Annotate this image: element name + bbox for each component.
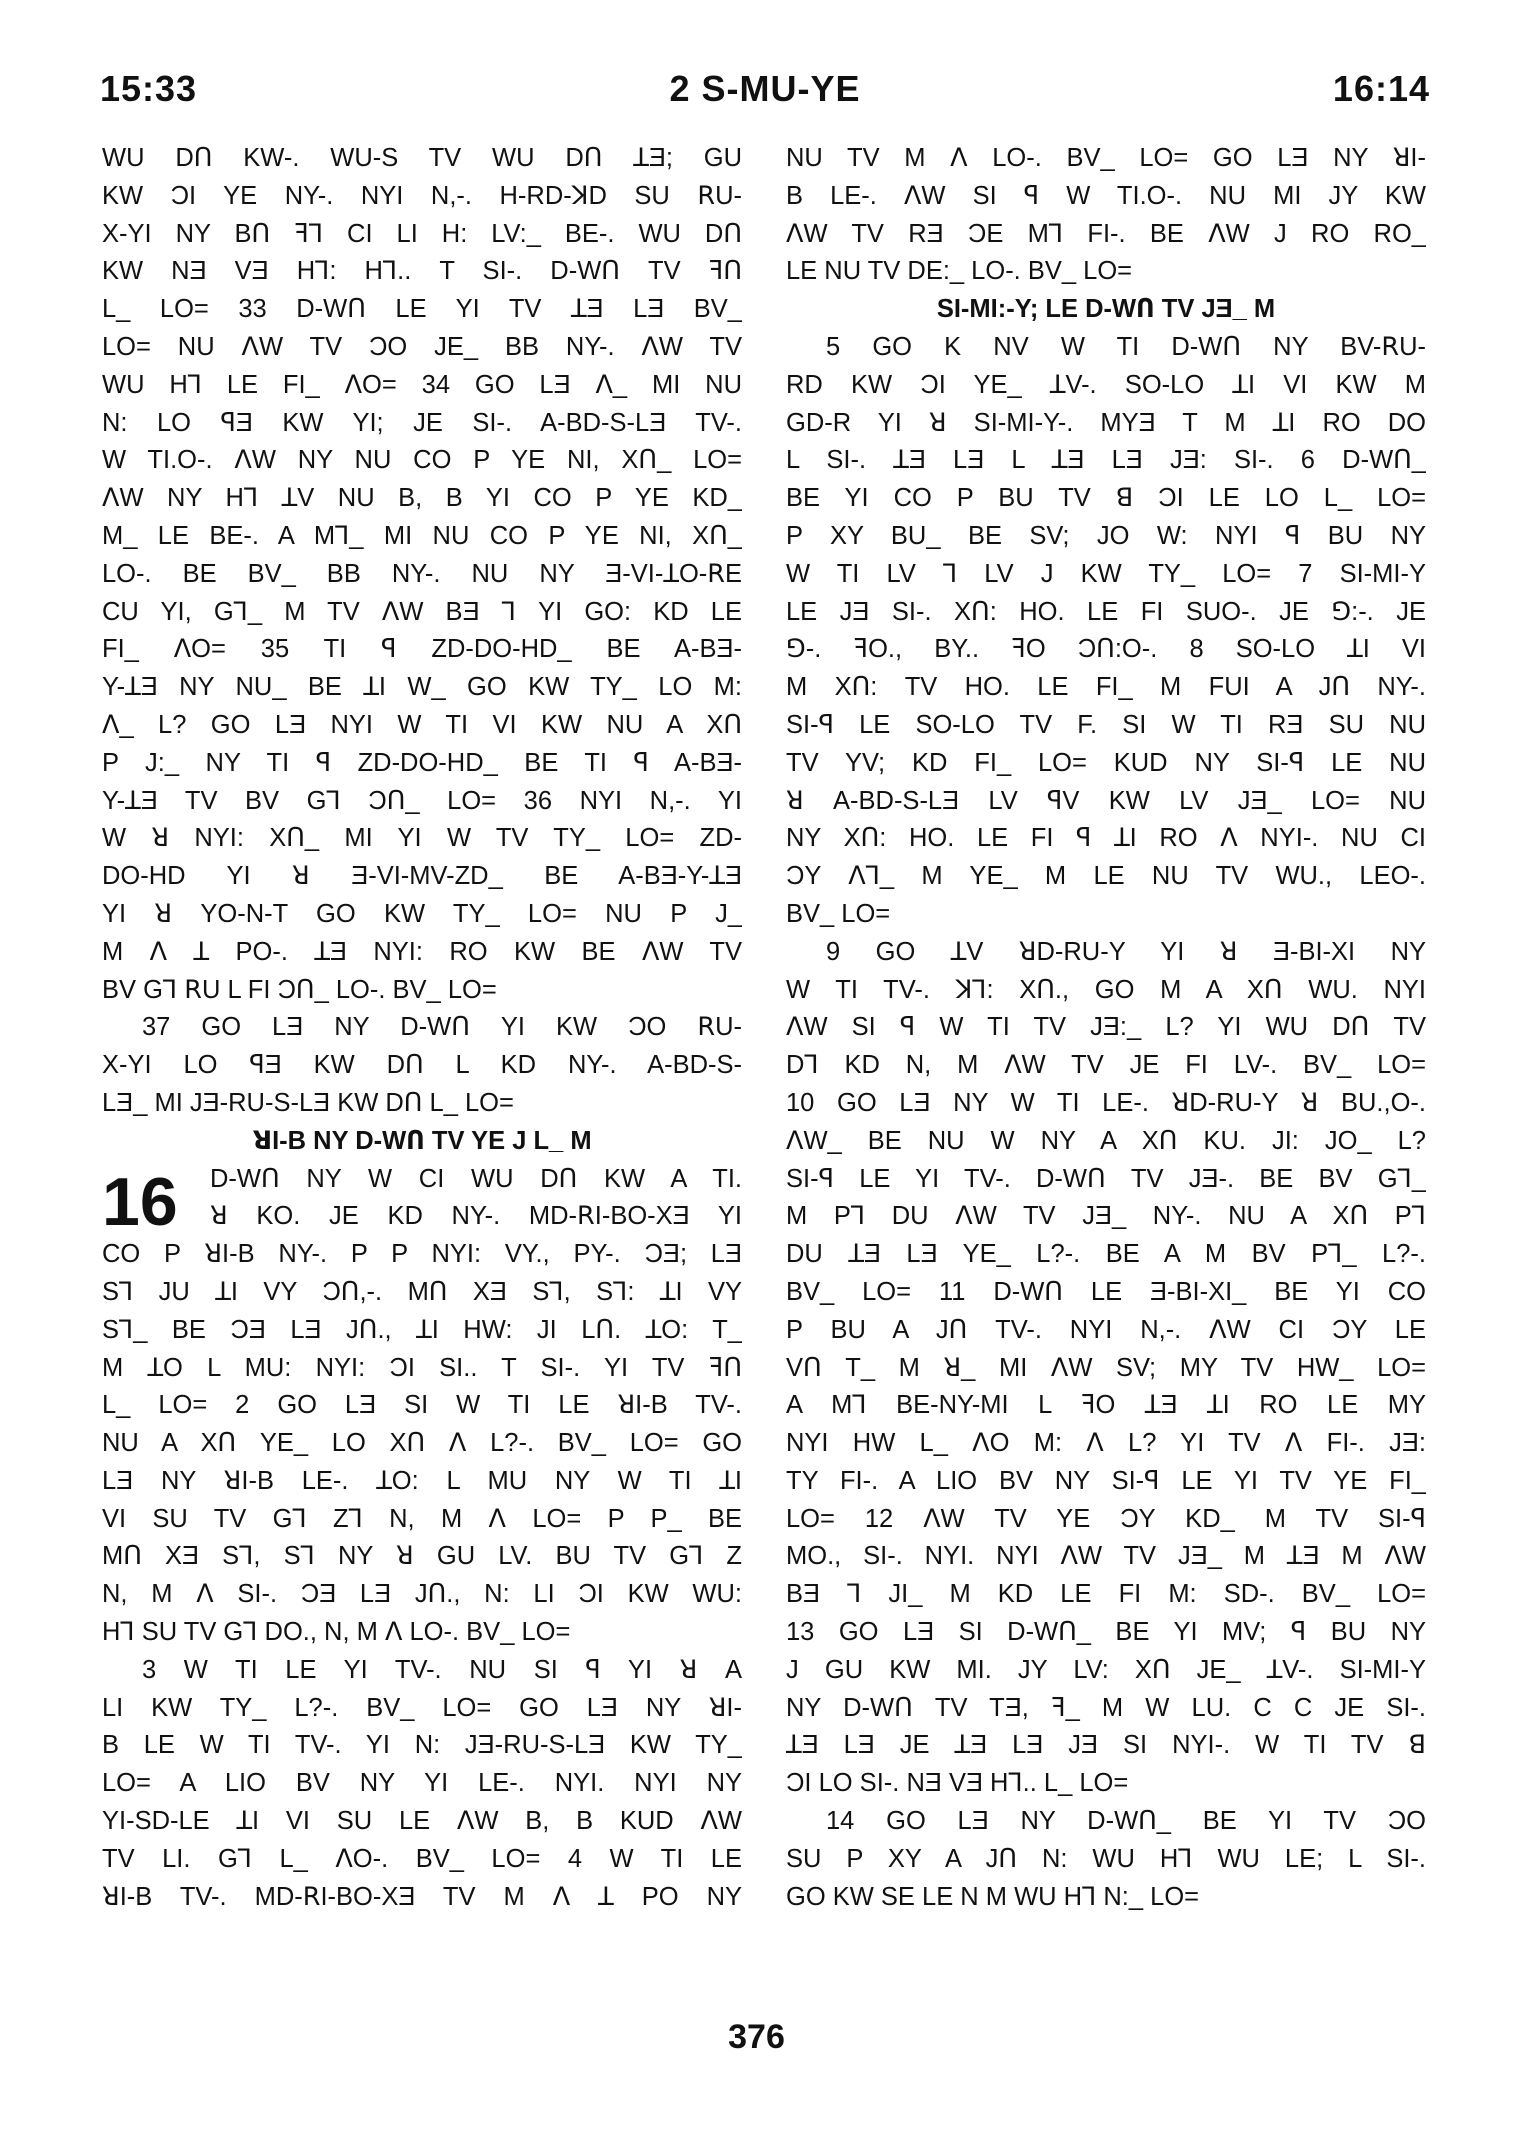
verse-line: SI-ꟼ LE YI TV-. D-WՈ TV JƎ-. BE BV Gꓶ_ — [786, 1164, 1426, 1193]
verse-line: L_ LO= 33 D-WՈ LE YI TV ꓕƎ LƎ BV_ — [102, 295, 742, 324]
verse-line: ꓤ KO. JE KD NY-. MD-ꓣI-BO-XƎ YI — [210, 1202, 742, 1231]
verse-line: Sꓶ JU ꓕI VY ƆՈ,-. MՈ XƎ Sꓶ, Sꓶ: ꓕI VY — [102, 1277, 742, 1306]
verse-line: M ꓕO L MU: NYI: ƆI SI.. T SI-. YI TV ꟻՈ — [102, 1353, 742, 1382]
verse-line: B LE W TI TV-. YI N: JƎ-RU-S-LƎ KW TY_ — [102, 1731, 742, 1760]
header-verse-end: 16:14 — [1332, 68, 1430, 109]
verse-line: WU Hꓶ LE FI_ ꓥO= 34 GO LƎ ꓥ_ MI NU — [102, 370, 742, 399]
verse-line: YI ꓤ YO-N-T GO KW TY_ LO= NU P J_ — [102, 899, 742, 928]
verse-line: SU P XY A JՈ N: WU Hꓶ WU LE; L SI-. — [786, 1844, 1426, 1873]
verse-line: MO., SI-. NYI. NYI ꓥW TV JƎ_ M ꓕƎ M ꓥW — [786, 1542, 1426, 1571]
verse-line: YI-SD-LE ꓕI VI SU LE ꓥW B, B KUD ꓥW — [102, 1807, 742, 1836]
verse-line: P J:_ NY TI ꟼ ZD-DO-HD_ BE TI ꟼ A-BƎ- — [102, 748, 742, 777]
verse-line: NU A XՈ YE_ LO XՈ ꓥ L?-. BV_ LO= GO — [102, 1429, 742, 1458]
verse-line: ꓤI-B TV-. MD-ꓣI-BO-XƎ TV M ꓥ ꓕ PO NY — [102, 1882, 742, 1911]
verse-line: CO P ꓤI-B NY-. P P NYI: VY., PY-. ƆƎ; LƎ — [102, 1240, 742, 1269]
verse-line: W TI TV-. ꓘꓶ: XՈ., GO M A XՈ WU. NYI — [786, 975, 1426, 1004]
verse-line: TV YV; KD FI_ LO= KUD NY SI-ꟼ LE NU — [786, 748, 1426, 777]
verse-line: ꓥW TV RƎ ƆE Mꓶ FI-. BE ꓥW J RO RO_ — [786, 219, 1426, 248]
verse-line: 5 GO K NV W TI D-WՈ NY BV-ꓣU- — [826, 332, 1426, 361]
verse-line: GO KW SE LE N M WU Hꓶ N:_ LO= — [786, 1882, 1200, 1911]
verse-line: NY XՈ: HO. LE FI ꟼ ꓕI RO ꓥ NYI-. NU CI — [786, 824, 1426, 853]
verse-line: ꓕƎ LƎ JE ꓕƎ LƎ JƎ SI NYI-. W TI TV ꓭ — [786, 1731, 1426, 1760]
verse-line: P XY BU_ BE SV; JO W: NYI ꟼ BU NY — [786, 521, 1426, 550]
verse-line: BV Gꓶ ꓣU L FI ƆՈ_ LO-. BV_ LO= — [102, 975, 497, 1004]
verse-line: VՈ T_ M ꓤ_ MI ꓥW SV; MY TV HW_ LO= — [786, 1353, 1426, 1382]
verse-line: NYI HW L_ ꓥO M: ꓥ L? YI TV ꓥ FI-. JƎ: — [786, 1429, 1426, 1458]
running-header — [100, 68, 1430, 118]
header-book-title: 2 S-MU-YE — [669, 68, 861, 109]
verse-line: LI KW TY_ L?-. BV_ LO= GO LƎ NY ꓤI- — [102, 1693, 742, 1722]
verse-line: BƎ ꓶ JI_ M KD LE FI M: SD-. BV_ LO= — [786, 1580, 1426, 1609]
verse-line: 37 GO LƎ NY D-WՈ YI KW ƆO ꓣU- — [142, 1013, 742, 1042]
verse-line: X-YI LO ꟼƎ KW DՈ L KD NY-. A-BD-S- — [102, 1051, 742, 1080]
verse-line: TY FI-. A LIO BV NY SI-ꟼ LE YI TV YE FI_ — [786, 1466, 1426, 1495]
verse-line: 13 GO LƎ SI D-WՈ_ BE YI MV; ꟼ BU NY — [786, 1618, 1426, 1647]
verse-line: TV LI. Gꓶ L_ ꓥO-. BV_ LO= 4 W TI LE — [102, 1844, 742, 1873]
verse-line: VI SU TV Gꓶ Zꓶ N, M ꓥ LO= P P_ BE — [102, 1504, 742, 1533]
verse-line: 3 W TI LE YI TV-. NU SI ꟼ YI ꓤ A — [142, 1655, 742, 1684]
verse-line: LO= NU ꓥW TV ƆO JE_ BB NY-. ꓥW TV — [102, 332, 742, 361]
verse-line: W TI LV ꓶ LV J KW TY_ LO= 7 SI-MI-Y — [786, 559, 1426, 588]
verse-line: P BU A JՈ TV-. NYI N,-. ꓥW CI ƆY LE — [786, 1315, 1426, 1344]
verse-line: J GU KW MI. JY LV: XՈ JE_ ꓕV-. SI-MI-Y — [786, 1655, 1426, 1684]
header-verse-start: 15:33 — [100, 68, 198, 109]
verse-line: FI_ ꓥO= 35 TI ꟼ ZD-DO-HD_ BE A-BƎ- — [102, 635, 742, 664]
verse-line: L SI-. ꓕƎ LƎ L ꓕƎ LƎ JƎ: SI-. 6 D-WՈ_ — [786, 446, 1426, 475]
verse-line: LƎ_ MI JƎ-RU-S-LƎ KW DՈ L_ LO= — [102, 1088, 514, 1117]
verse-line: ꓥW SI ꟼ W TI TV JƎ:_ L? YI WU DՈ TV — [786, 1013, 1426, 1042]
verse-line: Dꓶ KD N, M ꓥW TV JE FI LV-. BV_ LO= — [786, 1051, 1426, 1080]
verse-line: KW ƆI YE NY-. NYI N,-. H-RD-ꓘD SU ꓣU- — [102, 181, 742, 210]
verse-line: MՈ XƎ Sꓶ, Sꓶ NY ꓤ GU LV. BU TV Gꓶ Z — [102, 1542, 742, 1571]
verse-line: Sꓶ_ BE ƆƎ LƎ JՈ., ꓕI HW: JI LՈ. ꓕO: T_ — [102, 1315, 742, 1344]
verse-line: BE YI CO P BU TV ꓭ ƆI LE LO L_ LO= — [786, 484, 1426, 513]
verse-line: 9 GO ꓕV ꓤD-RU-Y YI ꓤ Ǝ-BI-XI NY — [826, 937, 1426, 966]
verse-line: NY D-WՈ TV TƎ, ꟻ_ M W LU. C C JE SI-. — [786, 1693, 1426, 1722]
verse-line: N: LO ꟼƎ KW YI; JE SI-. A-BD-S-LƎ TV-. — [102, 408, 742, 437]
verse-line: W TI.O-. ꓥW NY NU CO P YE NI, XՈ_ LO= — [102, 446, 742, 475]
verse-line: CU YI, Gꓶ_ M TV ꓥW BƎ ꓶ YI GO: KD LE — [102, 597, 742, 626]
verse-line: D-WՈ NY W CI WU DՈ KW A TI. — [210, 1164, 742, 1193]
verse-line: Y-ꓕƎ NY NU_ BE ꓕI W_ GO KW TY_ LO M: — [102, 673, 742, 702]
verse-line: DU ꓕƎ LƎ YE_ L?-. BE A M BV Pꓶ_ L?-. — [786, 1240, 1426, 1269]
verse-line: LE NU TV DE:_ LO-. BV_ LO= — [786, 257, 1133, 286]
verse-line: NU TV M ꓥ LO-. BV_ LO= GO LƎ NY ꓤI- — [786, 144, 1426, 172]
verse-line: SI-ꟼ LE SO-LO TV F. SI W TI RƎ SU NU — [786, 710, 1426, 739]
verse-line: ꓨ-. ꟻO., BY.. ꟻO ƆՈ:O-. 8 SO-LO ꓕI VI — [786, 635, 1426, 664]
verse-line: ƆY ꓥꓶ_ M YE_ M LE NU TV WU., LEO-. — [786, 862, 1426, 891]
chapter-number: 16 — [102, 1163, 178, 1240]
chapter-start — [102, 1161, 742, 1240]
verse-line: LO= 12 ꓥW TV YE ƆY KD_ M TV SI-ꟼ — [786, 1504, 1426, 1533]
verse-line: B LE-. ꓥW SI ꟼ W TI.O-. NU MI JY KW — [786, 181, 1426, 210]
verse-line: LƎ NY ꓤI-B LE-. ꓕO: L MU NY W TI ꓕI — [102, 1466, 742, 1495]
verse-line: WU DՈ KW-. WU-S TV WU DՈ ꓕƎ; GU — [102, 144, 742, 172]
verse-line: ꓥW_ BE NU W NY A XՈ KU. JI: JO_ L? — [786, 1126, 1426, 1155]
verse-line: LO= A LIO BV NY YI LE-. NYI. NYI NY — [102, 1769, 742, 1798]
verse-line: W ꓤ NYI: XՈ_ MI YI W TV TY_ LO= ZD- — [102, 824, 742, 853]
verse-line: DO-HD YI ꓤ Ǝ-VI-MV-ZD_ BE A-BƎ-Y-ꓕƎ — [102, 862, 742, 891]
verse-line: ƆI LO SI-. NƎ VƎ Hꓶ.. L_ LO= — [786, 1769, 1129, 1798]
verse-line: LO-. BE BV_ BB NY-. NU NY Ǝ-VI-ꓕO-ꓣE — [102, 559, 742, 588]
verse-line: M Pꓶ DU ꓥW TV JƎ_ NY-. NU A XՈ Pꓶ — [786, 1202, 1426, 1231]
page-number: 376 — [728, 2018, 785, 2056]
verse-line: Y-ꓕƎ TV BV Gꓶ ƆՈ_ LO= 36 NYI N,-. YI — [102, 786, 742, 815]
verse-line: X-YI NY BՈ ꟻꓶ CI LI H: LV:_ BE-. WU DՈ — [102, 219, 742, 248]
left-column — [102, 140, 742, 1916]
verse-line: ꓥ_ L? GO LƎ NYI W TI VI KW NU A XՈ — [102, 710, 742, 739]
verse-line: RD KW ƆI YE_ ꓕV-. SO-LO ꓕI VI KW M — [786, 370, 1426, 399]
section-heading: SI-MI:-Y; LE D-WՈ TV JƎ_ M — [936, 295, 1276, 324]
verse-line: GD-R YI ꓤ SI-MI-Y-. MYƎ T M ꓕI RO DO — [786, 408, 1426, 437]
verse-line: BV_ LO= — [786, 899, 891, 928]
verse-line: A Mꓶ BE-NY-MI L ꟻO ꓕƎ ꓕI RO LE MY — [786, 1391, 1426, 1420]
verse-line: LE JƎ SI-. XՈ: HO. LE FI SUO-. JE ꓨ:-. JE — [786, 597, 1426, 626]
verse-line: M_ LE BE-. A Mꓶ_ MI NU CO P YE NI, XՈ_ — [102, 521, 742, 550]
verse-line: ꓥW NY Hꓶ ꓕV NU B, B YI CO P YE KD_ — [102, 484, 742, 513]
verse-line: KW NƎ VƎ Hꓶ: Hꓶ.. T SI-. D-WՈ TV ꟻՈ — [102, 257, 742, 286]
verse-line: N, M ꓥ SI-. ƆƎ LƎ JՈ., N: LI ƆI KW WU: — [102, 1580, 742, 1609]
verse-line: Hꓶ SU TV Gꓶ DO., N, M ꓥ LO-. BV_ LO= — [102, 1618, 571, 1647]
verse-line: M ꓥ ꓕ PO-. ꓕƎ NYI: RO KW BE ꓥW TV — [102, 937, 742, 966]
verse-line: BV_ LO= 11 D-WՈ LE Ǝ-BI-XI_ BE YI CO — [786, 1277, 1426, 1306]
verse-line: 14 GO LƎ NY D-WՈ_ BE YI TV ƆO — [826, 1807, 1426, 1836]
verse-line: 10 GO LƎ NY W TI LE-. ꓤD-RU-Y ꓤ BU.,O-. — [786, 1088, 1426, 1117]
verse-line: L_ LO= 2 GO LƎ SI W TI LE ꓤI-B TV-. — [102, 1391, 742, 1420]
section-heading: ꓤI-B NY D-WՈ TV YE J L_ M — [252, 1126, 592, 1155]
verse-line: M XՈ: TV HO. LE FI_ M FUI A JՈ NY-. — [786, 673, 1426, 702]
verse-line: ꓤ A-BD-S-LƎ LV ꟼV KW LV JƎ_ LO= NU — [786, 786, 1426, 815]
right-column — [786, 140, 1426, 1916]
